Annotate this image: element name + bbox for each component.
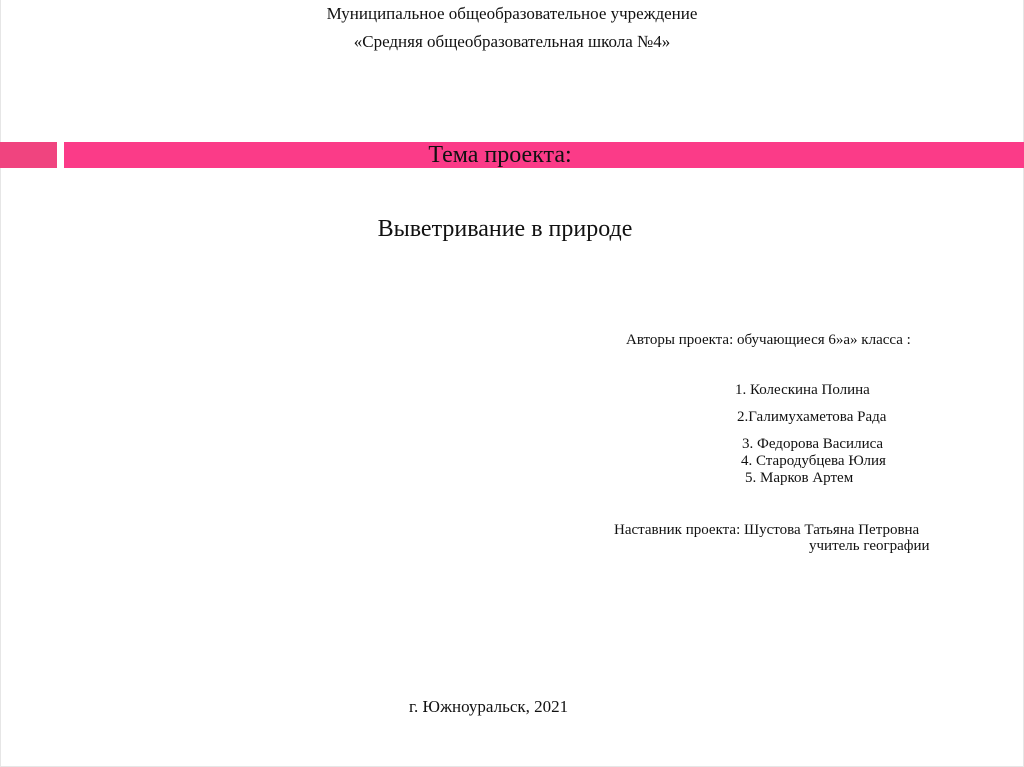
author-item: 2.Галимухаметова Рада xyxy=(737,409,887,425)
institution-name-line-1: Муниципальное общеобразовательное учреждение xyxy=(326,4,698,23)
author-item: 1. Колескина Полина xyxy=(735,382,870,398)
author-item: 3. Федорова Василиса xyxy=(742,436,884,452)
mentor-line: Наставник проекта: Шустова Татьяна Петровна xyxy=(614,522,920,538)
institution-name-line-2: «Средняя общеобразовательная школа №4» xyxy=(353,32,671,51)
author-item: 5. Марков Артем xyxy=(745,470,854,486)
authors-heading: Авторы проекта: обучающиеся 6»а» класса : xyxy=(626,332,911,348)
project-title: Выветривание в природе xyxy=(377,216,633,242)
accent-band-left xyxy=(0,142,57,168)
mentor-role: учитель географии xyxy=(809,538,930,554)
topic-label: Тема проекта: xyxy=(428,142,572,168)
city-and-year: г. Южноуральск, 2021 xyxy=(409,697,569,716)
author-item: 4. Стародубцева Юлия xyxy=(741,453,886,469)
slide-frame-left xyxy=(0,0,1,767)
